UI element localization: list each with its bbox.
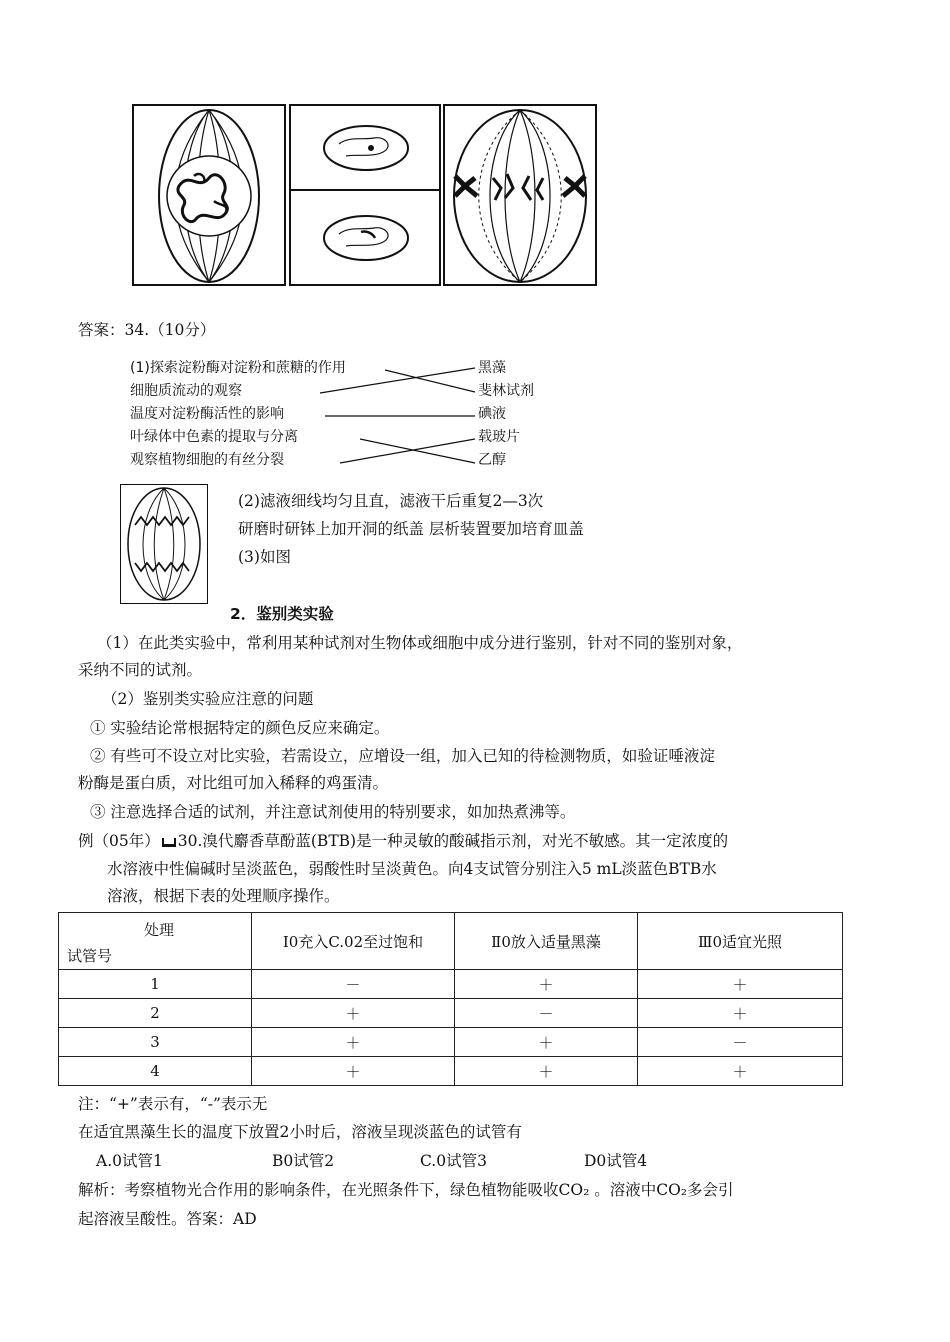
match-left-item: 温度对淀粉酶活性的影响 (130, 406, 284, 422)
cell-figure-interphase (289, 104, 441, 286)
match-right-list (478, 358, 534, 470)
question-text: 在适宜黑藻生长的温度下放置2小时后，溶液呈现淡蓝色的试管有 (78, 1123, 522, 1141)
option-a: A.0试管1 (96, 1152, 163, 1170)
table-cell: － (455, 999, 638, 1028)
option-c: C.0试管3 (420, 1152, 487, 1170)
table-cell: ＋ (252, 1057, 455, 1086)
cell-figure-metaphase (443, 104, 597, 286)
answer-line-2: (2)滤液细线均匀且直，滤液干后重复2—3次 (238, 492, 544, 510)
match-left-item: 叶绿体中色素的提取与分离 (130, 429, 298, 445)
table-row (59, 1057, 843, 1086)
table-cell: － (638, 1028, 843, 1057)
section-heading: 2．鉴别类实验 (230, 605, 334, 623)
table-cell: ＋ (455, 970, 638, 999)
match-right-item: 载玻片 (478, 429, 520, 445)
match-right-item: 乙醇 (478, 452, 506, 468)
table-cell: ＋ (252, 1028, 455, 1057)
match-right-item: 黑藻 (478, 360, 506, 376)
table-cell: ＋ (638, 999, 843, 1028)
match-left-item: 细胞质流动的观察 (130, 383, 242, 399)
example-text-1: 30.溴代麝香草酚蓝(BTB)是一种灵敏的酸碱指示剂，对光不敏感。其一定浓度的 (177, 832, 729, 850)
table-row (59, 1028, 843, 1057)
answer-label: 答案：34.（10分） (78, 321, 216, 339)
answer-line-3: 研磨时研钵上加开洞的纸盖 层析装置要加培育皿盖 (238, 520, 584, 538)
corner-top-label: 处理 (144, 921, 175, 939)
table-header-row (59, 913, 843, 970)
table-row (59, 970, 843, 999)
column-header: Ⅲ0适宜光照 (638, 913, 843, 970)
match-left-item: 观察植物细胞的有丝分裂 (130, 452, 284, 468)
table-cell: 4 (59, 1057, 252, 1086)
match-left-item: (1)探索淀粉酶对淀粉和蔗糖的作用 (130, 360, 346, 376)
table-cell: － (252, 970, 455, 999)
table-cell: 1 (59, 970, 252, 999)
paragraph-2: （2）鉴别类实验应注意的问题 (102, 690, 314, 708)
cell-figure-anaphase (120, 484, 208, 604)
cell-figure-prophase (132, 104, 286, 286)
option-b: B0试管2 (272, 1152, 335, 1170)
analysis-line-1: 解析：考察植物光合作用的影响条件，在光照条件下，绿色植物能吸收CO₂ 。溶液中CO₂多会引 (78, 1181, 734, 1199)
answer-line-4: (3)如图 (238, 548, 291, 566)
table-cell: ＋ (638, 970, 843, 999)
table-cell: 2 (59, 999, 252, 1028)
example-prefix: 例（05年） (78, 832, 160, 850)
analysis-line-2: 起溶液呈酸性。答案：AD (78, 1210, 257, 1228)
corner-bottom-label: 试管号 (67, 947, 113, 965)
column-header: Ⅱ0放入适量黑藻 (455, 913, 638, 970)
table-note: 注：“+”表示有，“-”表示无 (78, 1095, 268, 1113)
example-line-3: 溶液，根据下表的处理顺序操作。 (107, 887, 340, 905)
table-cell: ＋ (252, 999, 455, 1028)
table-cell: ＋ (455, 1057, 638, 1086)
example-line-2: 水溶液中性偏碱时呈淡蓝色，弱酸性时呈淡黄色。向4支试管分别注入5 mL淡蓝色BTB水 (107, 860, 717, 878)
table-row (59, 999, 843, 1028)
paragraph-3: ① 实验结论常根据特定的颜色反应来确定。 (90, 719, 390, 737)
paragraph-4a: ② 有些可不设立对比实验，若需设立，应增设一组，加入已知的待检测物质，如验证唾液淀 (90, 747, 715, 765)
option-d: D0试管4 (584, 1152, 648, 1170)
table-cell: ＋ (455, 1028, 638, 1057)
paragraph-4b: 粉酶是蛋白质，对比组可加入稀释的鸡蛋清。 (78, 774, 389, 792)
paragraph-1a: （1）在此类实验中，常利用某种试剂对生物体或细胞中成分进行鉴别，针对不同的鉴别对象， (97, 634, 743, 652)
paragraph-5: ③ 注意选择合适的试剂，并注意试剂使用的特别要求，如加热煮沸等。 (90, 803, 576, 821)
column-header: Ⅰ0充入C.02至过饱和 (252, 913, 455, 970)
table-corner-cell (59, 913, 252, 970)
table-cell: ＋ (638, 1057, 843, 1086)
example-line-1 (78, 831, 728, 851)
match-right-item: 斐林试剂 (478, 383, 534, 399)
table-cell: 3 (59, 1028, 252, 1057)
match-lines (300, 358, 480, 473)
treatment-table (58, 912, 843, 1086)
match-right-item: 碘液 (478, 406, 506, 422)
paragraph-1b: 采纳不同的试剂。 (78, 661, 203, 679)
bracket-mark-icon (162, 838, 176, 847)
